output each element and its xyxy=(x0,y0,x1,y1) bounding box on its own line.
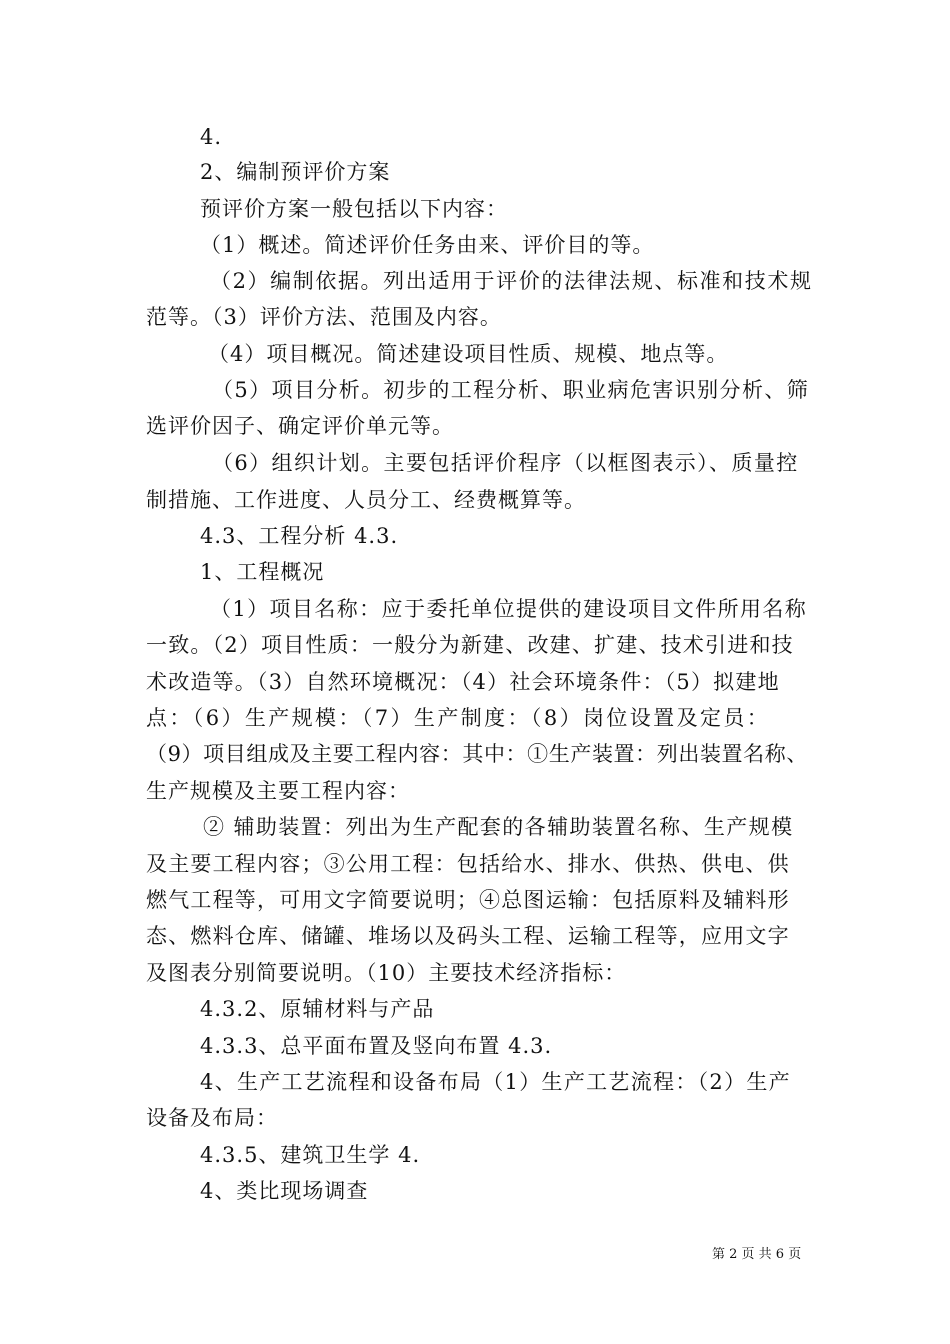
text-line-6: 范等。（3）评价方法、范围及内容。 xyxy=(146,305,502,329)
text-line-26: 4.3.3、总平面布置及竖向布置 4.3. xyxy=(200,1034,553,1058)
text-line-11: 制措施、工作进度、人员分工、经费概算等。 xyxy=(146,488,586,512)
text-line-27: 4、生产工艺流程和设备布局（1）生产工艺流程：（2）生产 xyxy=(200,1070,791,1094)
text-line-17: 点：（6）生产规模：（7）生产制度：（8）岗位设置及定员： xyxy=(146,706,771,730)
section-heading-2: 2、编制预评价方案 xyxy=(200,160,391,184)
text-line-22: 燃气工程等，可用文字简要说明；④总图运输：包括原料及辅料形 xyxy=(146,888,790,912)
text-line-3: 预评价方案一般包括以下内容： xyxy=(200,197,508,221)
text-line-8: （5）项目分析。初步的工程分析、职业病危害识别分析、筛 xyxy=(212,378,810,402)
page-number-footer: 第 2 页 共 6 页 xyxy=(712,1247,802,1262)
text-line-21: 及主要工程内容；③公用工程：包括给水、排水、供热、供电、供 xyxy=(146,852,790,876)
text-line-25: 4.3.2、原辅材料与产品 xyxy=(200,997,435,1021)
text-line-5: （2）编制依据。列出适用于评价的法律法规、标准和技术规 xyxy=(210,269,813,293)
text-line-19: 生产规模及主要工程内容： xyxy=(146,779,410,803)
text-line-24: 及图表分别简要说明。（10）主要技术经济指标： xyxy=(146,961,627,985)
text-line-28: 设备及布局： xyxy=(146,1106,278,1130)
text-line-18: （9）项目组成及主要工程内容：其中：①生产装置：列出装置名称、 xyxy=(146,742,808,766)
text-line-14: （1）项目名称：应于委托单位提供的建设项目文件所用名称 xyxy=(210,597,808,621)
text-line-4: （1）概述。简述评价任务由来、评价目的等。 xyxy=(200,233,655,257)
text-line-10: （6）组织计划。主要包括评价程序（以框图表示）、质量控 xyxy=(212,451,799,475)
text-line-9: 选评价因子、确定评价单元等。 xyxy=(146,414,454,438)
text-line-20: ② 辅助装置：列出为生产配套的各辅助装置名称、生产规模 xyxy=(203,815,794,839)
text-line-1: 4. xyxy=(200,125,223,149)
text-line-23: 态、燃料仓库、储罐、堆场以及码头工程、运输工程等，应用文字 xyxy=(146,924,790,948)
text-line-16: 术改造等。（3）自然环境概况：（4）社会环境条件：（5）拟建地 xyxy=(146,670,780,694)
text-line-29: 4.3.5、建筑卫生学 4. xyxy=(200,1143,421,1167)
text-line-13: 1、工程概况 xyxy=(200,560,325,584)
text-line-7: （4）项目概况。简述建设项目性质、规模、地点等。 xyxy=(208,342,729,366)
text-line-30: 4、类比现场调查 xyxy=(200,1179,369,1203)
text-line-12: 4.3、工程分析 4.3. xyxy=(200,524,399,548)
text-line-15: 一致。（2）项目性质：一般分为新建、改建、扩建、技术引进和技 xyxy=(146,633,794,657)
